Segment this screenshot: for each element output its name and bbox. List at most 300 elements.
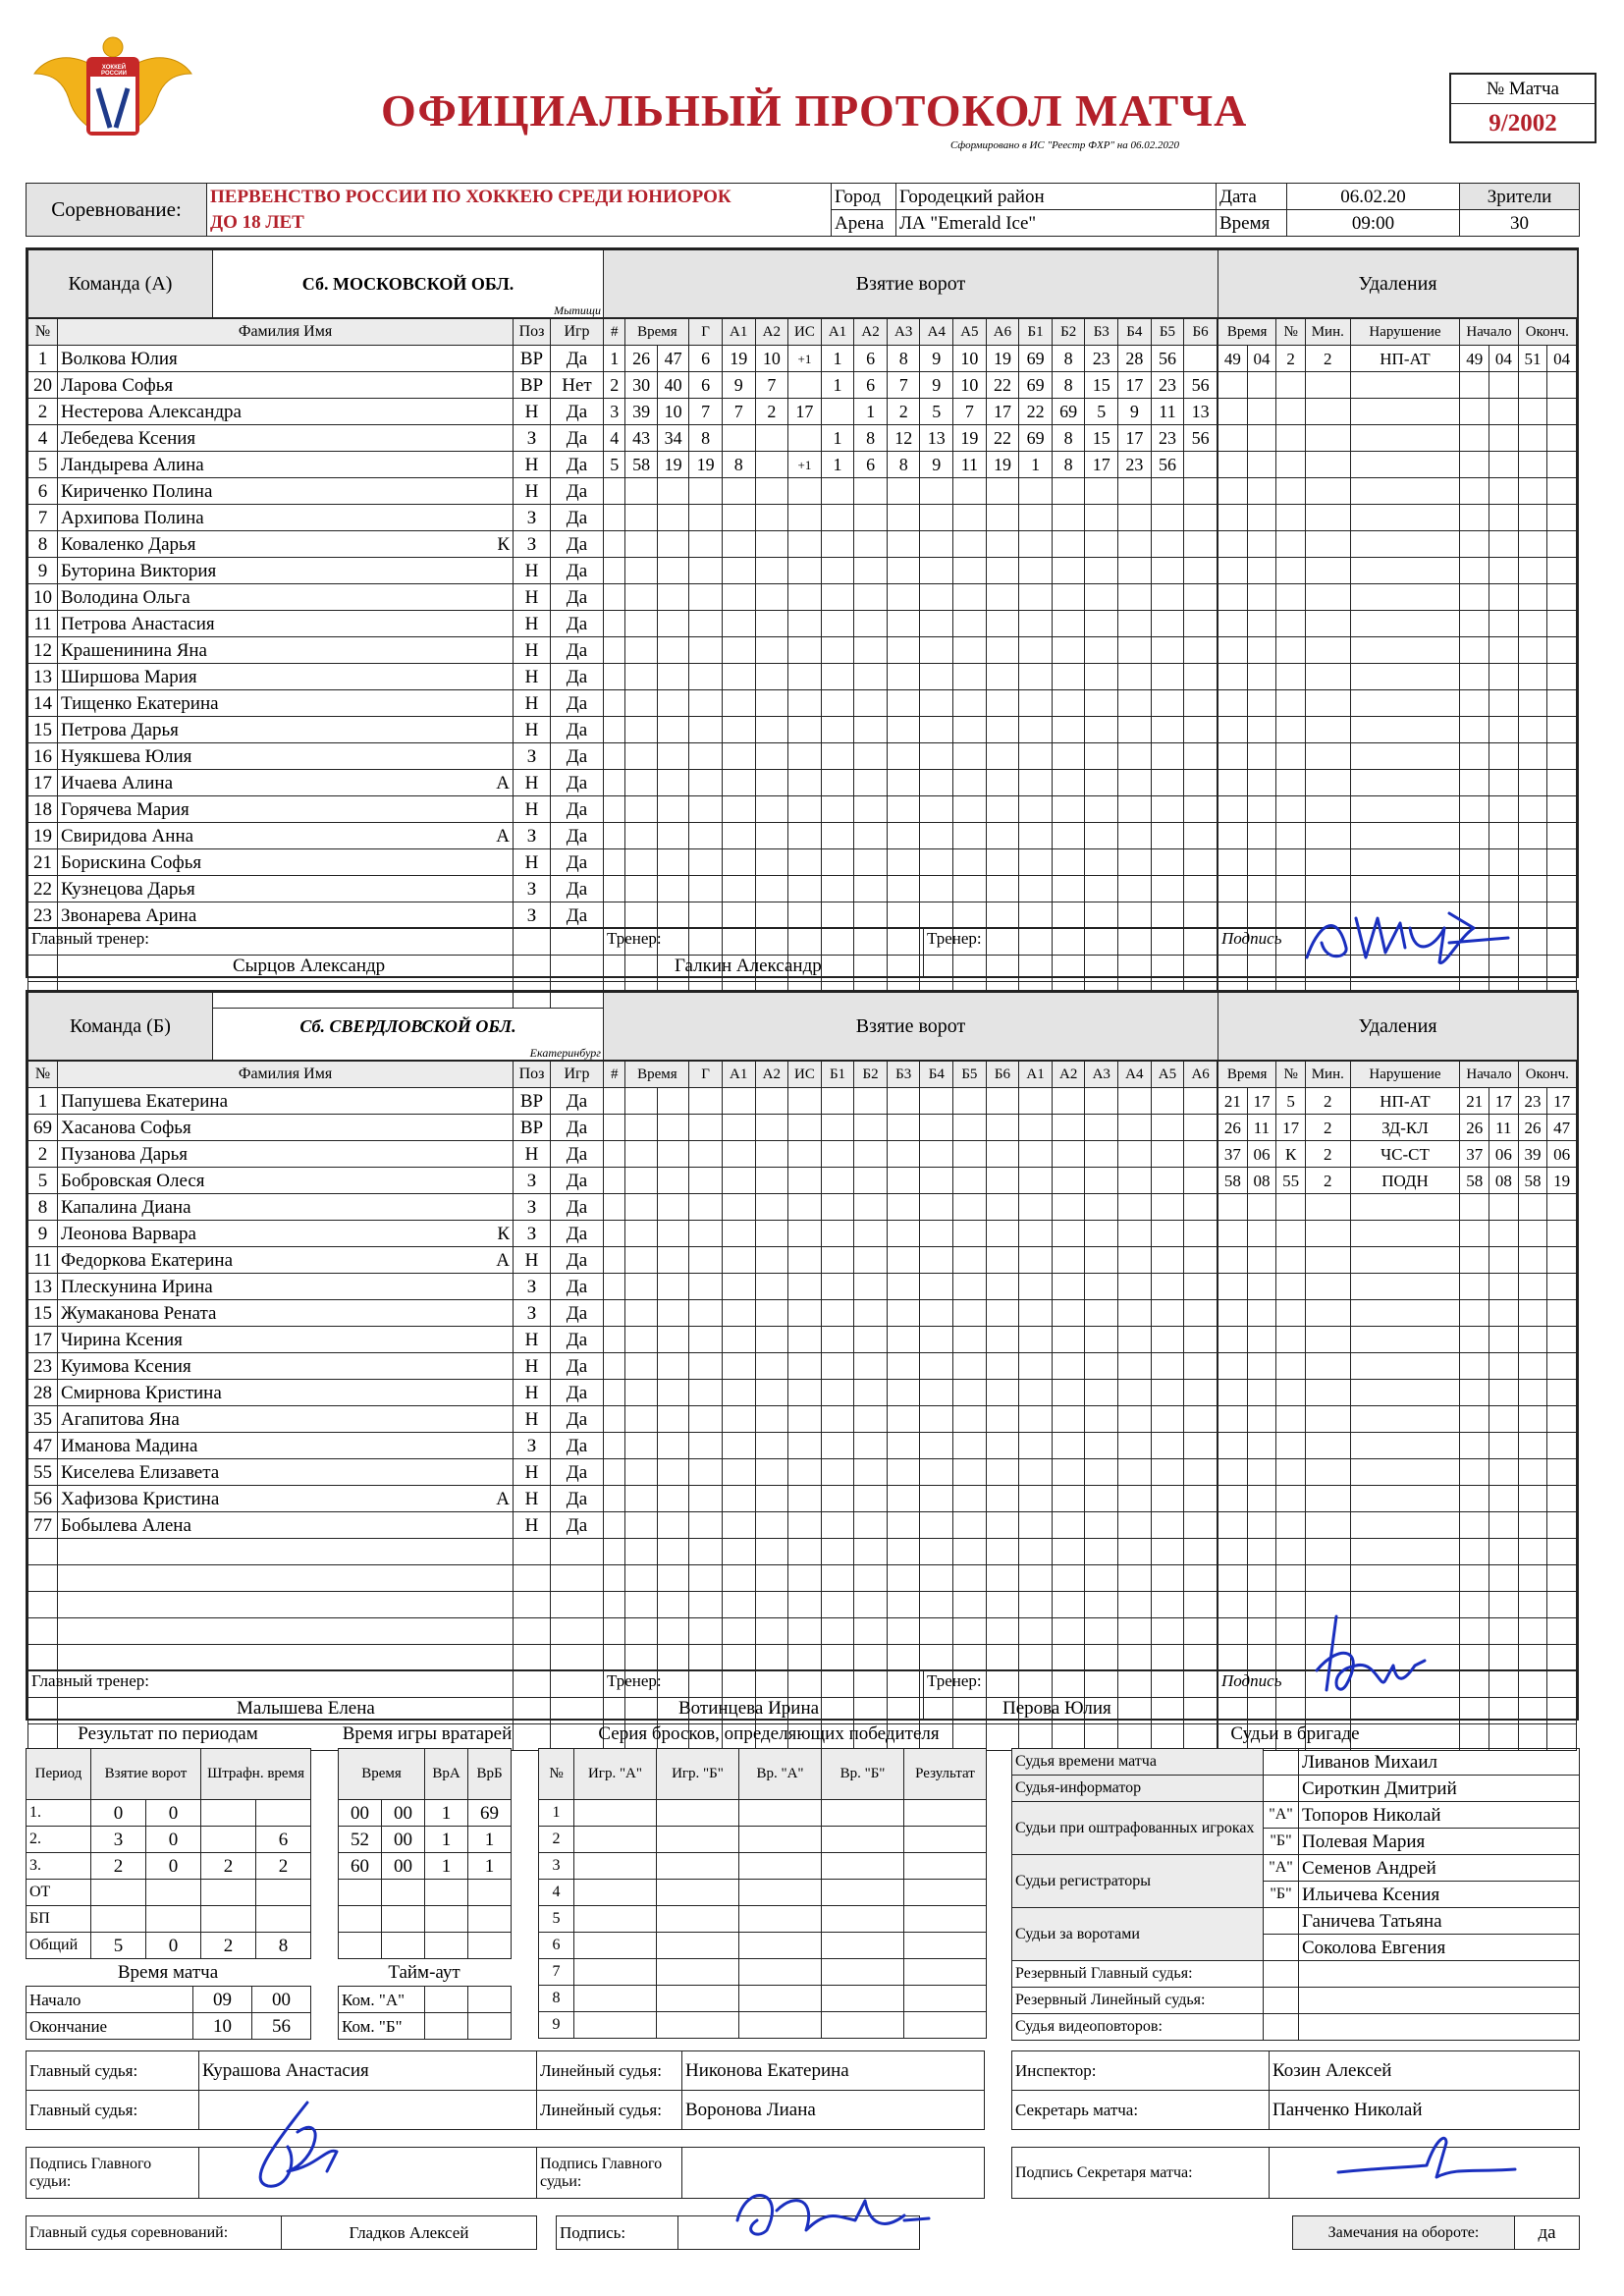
- periods-table: [26, 1748, 311, 1959]
- team-a-goal-cell: [722, 770, 755, 796]
- team-a-penalty-cell: [1350, 823, 1460, 849]
- team-b-goal-cell: [625, 1406, 657, 1433]
- team-a-penalty-cell: [1276, 584, 1306, 611]
- team-a-penalty-cell: [1489, 849, 1519, 876]
- team-b-goal-cell: [788, 1565, 822, 1592]
- team-b-goal-cell: [1052, 1486, 1085, 1512]
- team-a-sign-label: Подпись: [1221, 929, 1282, 948]
- team-b-penalty-cell: [1247, 1645, 1276, 1671]
- team-b-player-played: [551, 1565, 604, 1592]
- team-b-goal-cell: [604, 1300, 625, 1327]
- team-a-penalty-cell: [1247, 452, 1276, 478]
- team-b-goal-cell: [625, 1168, 657, 1194]
- team-a-penalty-cell: [1518, 690, 1547, 717]
- brigade-role: Резервный Главный судья:: [1012, 1961, 1264, 1988]
- team-a-goal-cell: 7: [887, 372, 920, 399]
- team-a-player-cap: А: [486, 770, 514, 796]
- team-a-player-row: [28, 690, 604, 717]
- period-cell: 0: [146, 1800, 201, 1827]
- team-b-penalty-cell: [1460, 1486, 1489, 1512]
- team-a-penalty-cell: [1350, 849, 1460, 876]
- team-b-penalty-cell: [1518, 1406, 1547, 1433]
- team-a-goal-cell: [821, 796, 854, 823]
- team-b-player-played: [551, 1618, 604, 1645]
- team-b-goal-cell: [722, 1088, 755, 1115]
- team-b-goal-cell: [722, 1433, 755, 1459]
- team-b-goal-cell: [755, 1300, 788, 1327]
- gk-cell: 1: [468, 1853, 512, 1880]
- team-b-penalty-cell: [1547, 1194, 1577, 1221]
- team-b-player-cap: А: [486, 1486, 514, 1512]
- team-a-goal-cell: [755, 902, 788, 929]
- team-a-goal-cell: [689, 876, 723, 902]
- brigade-title: Судьи в бригаде: [1230, 1723, 1360, 1744]
- team-b-goal-cell: [689, 1327, 723, 1353]
- team-a-goal-cell: [1052, 531, 1085, 558]
- team-b-goal-cell: [657, 1194, 688, 1221]
- brigade-table: [1011, 1748, 1580, 2041]
- team-a-goal-row: [604, 531, 1218, 558]
- team-a-goal-cell: 1: [854, 399, 888, 425]
- team-b-penalty-cell: [1350, 1353, 1460, 1380]
- team-b-goal-header: #: [604, 1062, 625, 1088]
- team-b-goal-cell: [1085, 1194, 1118, 1221]
- team-a-goal-cell: 11: [1151, 399, 1184, 425]
- team-a-player-pos: Н: [514, 478, 551, 505]
- team-a-goal-cell: [689, 505, 723, 531]
- team-a-penalty-row: [1218, 849, 1577, 876]
- team-a-goal-cell: [953, 902, 987, 929]
- team-b-penalty-row: [1218, 1247, 1577, 1274]
- team-a-penalty-cell: [1489, 399, 1519, 425]
- team-a-goal-cell: [986, 637, 1019, 664]
- team-a-penalty-cell: [1518, 452, 1547, 478]
- team-a-goal-header: А6: [986, 319, 1019, 346]
- team-b-penalty-cell: [1489, 1194, 1519, 1221]
- team-a-goal-cell: [689, 796, 723, 823]
- team-b-penalty-cell: 26: [1460, 1115, 1489, 1141]
- sign-secretary-label: Подпись Секретаря матча:: [1012, 2148, 1270, 2199]
- gk-cell: 1: [425, 1853, 468, 1880]
- team-a-goal-cell: [788, 717, 822, 743]
- team-b-goal-cell: [821, 1406, 854, 1433]
- team-b-player-cap: [486, 1353, 514, 1380]
- team-a-goal-cell: [887, 876, 920, 902]
- team-b-goal-cell: [953, 1618, 987, 1645]
- arena: ЛА "Emerald Ice": [896, 210, 1217, 237]
- brigade-name: [1299, 1988, 1580, 2014]
- team-b-goal-cell: [887, 1088, 920, 1115]
- team-b-penalty-cell: 08: [1489, 1168, 1519, 1194]
- team-b-goal-row: [604, 1300, 1218, 1327]
- team-a-goal-row: [604, 637, 1218, 664]
- end-minutes: 56: [252, 2013, 311, 2040]
- team-b-penalty-cell: [1350, 1380, 1460, 1406]
- periods-title: Результат по периодам: [78, 1723, 258, 1744]
- line-ref-label-1: Линейный судья:: [537, 2051, 682, 2091]
- team-a-penalty-cell: [1276, 425, 1306, 452]
- team-b-player-row: [28, 1380, 604, 1406]
- team-b-goal-cell: [755, 1459, 788, 1486]
- team-a-player-num: 11: [28, 611, 58, 637]
- team-a-goal-cell: 10: [953, 372, 987, 399]
- team-b-goal-cell: [1151, 1274, 1184, 1300]
- periods-header: Период: [27, 1749, 91, 1800]
- team-a-goal-cell: [953, 876, 987, 902]
- team-a-goal-header: #: [604, 319, 625, 346]
- brigade-name: [1299, 2014, 1580, 2041]
- team-b-player-pos: [514, 1539, 551, 1565]
- team-a-player-row: [28, 478, 604, 505]
- team-a-goal-cell: [1052, 558, 1085, 584]
- team-b-player-num: 8: [28, 1194, 58, 1221]
- period-cell: 2: [256, 1853, 311, 1880]
- team-b-penalty-cell: [1247, 1512, 1276, 1539]
- team-a-goal-cell: [1151, 505, 1184, 531]
- team-a-goal-cell: 11: [953, 452, 987, 478]
- team-b-coach-cell: [604, 1670, 924, 1721]
- team-b-penalty-cell: [1547, 1486, 1577, 1512]
- team-a-goal-cell: [1019, 849, 1053, 876]
- team-b-penalty-cell: [1460, 1380, 1489, 1406]
- team-b-goal-cell: [854, 1380, 888, 1406]
- team-a-penalty-cell: [1247, 478, 1276, 505]
- team-b-goal-cell: [1052, 1300, 1085, 1327]
- team-b-goal-cell: [657, 1565, 688, 1592]
- team-a-goal-cell: [953, 717, 987, 743]
- team-b-penalty-cell: [1247, 1327, 1276, 1353]
- brigade-name: Ганичева Татьяна: [1299, 1908, 1580, 1935]
- team-b-goal-cell: [986, 1353, 1019, 1380]
- team-a-goal-cell: [1184, 690, 1218, 717]
- team-b-goal-cell: [604, 1088, 625, 1115]
- team-b-goal-cell: [854, 1618, 888, 1645]
- team-a-goal-cell: [953, 743, 987, 770]
- shootout-row: [539, 1906, 987, 1933]
- team-b-penalty-cell: [1489, 1353, 1519, 1380]
- team-a-goal-cell: [625, 796, 657, 823]
- team-a-goal-header: А1: [722, 319, 755, 346]
- team-a-head-coach-label: Главный тренер:: [31, 929, 150, 948]
- team-a-goal-cell: 2: [887, 399, 920, 425]
- team-b-goal-cell: [887, 1141, 920, 1168]
- team-b-goal-cell: [887, 1618, 920, 1645]
- team-b-goal-row: [604, 1406, 1218, 1433]
- team-b-goal-cell: [625, 1221, 657, 1247]
- team-a-goal-cell: [689, 770, 723, 796]
- team-a-penalty-cell: [1247, 717, 1276, 743]
- team-b-penalty-cell: [1547, 1512, 1577, 1539]
- team-b-goal-cell: [821, 1592, 854, 1618]
- team-a-goal-cell: [1118, 637, 1152, 664]
- team-b-goal-cell: [953, 1168, 987, 1194]
- shootout-cell: [739, 1906, 822, 1933]
- shootout-cell: [574, 1800, 657, 1827]
- team-b-goal-cell: [953, 1300, 987, 1327]
- team-b-header: [27, 992, 1578, 1061]
- team-a-goal-cell: [953, 690, 987, 717]
- team-a-penalty-cell: [1518, 478, 1547, 505]
- secretary: Панченко Николай: [1270, 2091, 1580, 2130]
- team-b-penalty-cell: [1518, 1327, 1547, 1353]
- team-b-penalty-cell: [1276, 1406, 1306, 1433]
- team-b-penalty-cell: [1218, 1327, 1248, 1353]
- brigade-name: Ливанов Михаил: [1299, 1749, 1580, 1776]
- team-a-goal-cell: [1019, 584, 1053, 611]
- team-b-goal-cell: [657, 1221, 688, 1247]
- team-a-penalty-cell: [1247, 849, 1276, 876]
- team-b-player-row: [28, 1406, 604, 1433]
- team-a-goal-cell: [986, 505, 1019, 531]
- line-ref-2: Воронова Лиана: [682, 2091, 985, 2130]
- period-cell: [91, 1880, 146, 1906]
- team-b-penalty-cell: 47: [1547, 1115, 1577, 1141]
- team-b-penalty-row: [1218, 1300, 1577, 1327]
- gk-cell: [339, 1880, 382, 1906]
- team-a-goal-cell: [755, 876, 788, 902]
- team-a-goal-cell: [953, 664, 987, 690]
- team-b-penalty-cell: 06: [1489, 1141, 1519, 1168]
- team-b-goal-cell: [722, 1168, 755, 1194]
- team-a-player-num: 7: [28, 505, 58, 531]
- team-a-player-played: Да: [551, 637, 604, 664]
- team-a-goal-cell: [1085, 505, 1118, 531]
- team-a-player-name: Володина Ольга: [58, 584, 486, 611]
- team-a-goal-cell: [1151, 637, 1184, 664]
- team-b-player-row: [28, 1115, 604, 1141]
- team-b-goal-cell: [1118, 1115, 1152, 1141]
- team-a-penalty-cell: [1305, 823, 1350, 849]
- team-a-player-name: Кириченко Полина: [58, 478, 486, 505]
- team-b-player-cap: [486, 1274, 514, 1300]
- team-a-goal-cell: [986, 743, 1019, 770]
- team-a-goal-cell: [854, 637, 888, 664]
- team-b-goal-header: Б6: [986, 1062, 1019, 1088]
- team-a-goal-cell: 1: [821, 452, 854, 478]
- team-b-penalty-cell: [1489, 1565, 1519, 1592]
- team-a-penalty-cell: [1305, 849, 1350, 876]
- team-a-penalty-cell: [1276, 611, 1306, 637]
- team-a-penalty-cell: [1547, 531, 1577, 558]
- team-b-goal-header: Время: [625, 1062, 689, 1088]
- team-a-player-cap: [486, 399, 514, 425]
- team-a-goal-cell: [625, 558, 657, 584]
- team-a-coach-cell: [604, 928, 924, 978]
- team-a-goal-cell: [986, 664, 1019, 690]
- team-b-goal-cell: [821, 1115, 854, 1141]
- brigade-side: [1264, 2014, 1299, 2041]
- team-a-penalty-cell: [1460, 796, 1489, 823]
- team-a-goal-cell: [1019, 664, 1053, 690]
- team-b-goal-row: [604, 1433, 1218, 1459]
- team-a-penalty-cell: [1247, 770, 1276, 796]
- team-b-city: Екатеринбург: [529, 1046, 601, 1060]
- team-b-goal-cell: [821, 1486, 854, 1512]
- shootout-cell: [574, 1853, 657, 1880]
- team-a-player-num: 6: [28, 478, 58, 505]
- brigade-side: [1264, 1961, 1299, 1988]
- team-a-goal-cell: [953, 558, 987, 584]
- team-b-goal-cell: [953, 1353, 987, 1380]
- team-a-goal-cell: +1: [788, 452, 822, 478]
- team-a-goal-cell: 19: [953, 425, 987, 452]
- shootout-cell: [904, 1827, 987, 1853]
- team-b-goal-cell: [788, 1300, 822, 1327]
- team-a-goal-cell: [722, 823, 755, 849]
- team-a-goal-cell: [1019, 637, 1053, 664]
- team-a-goal-cell: 9: [920, 372, 953, 399]
- team-b-goal-cell: [604, 1353, 625, 1380]
- team-b-goal-cell: [920, 1433, 953, 1459]
- period-cell: [256, 1880, 311, 1906]
- team-b-goal-cell: [887, 1327, 920, 1353]
- team-a-player-name: Лебедева Ксения: [58, 425, 486, 452]
- team-b-goal-cell: [625, 1539, 657, 1565]
- team-a-pen-header: Начало: [1460, 319, 1518, 346]
- team-a-goal-cell: 56: [1151, 452, 1184, 478]
- team-a-goal-row: [604, 690, 1218, 717]
- team-a-goal-cell: [1019, 876, 1053, 902]
- team-b-goal-cell: [1184, 1221, 1218, 1247]
- team-b-penalty-cell: 06: [1547, 1141, 1577, 1168]
- team-b-penalty-cell: [1489, 1274, 1519, 1300]
- team-b-penalty-cell: [1305, 1406, 1350, 1433]
- team-b-penalty-cell: [1547, 1300, 1577, 1327]
- team-b-goal-cell: [887, 1221, 920, 1247]
- team-b-player-row: [28, 1300, 604, 1327]
- shootout-cell: 2: [539, 1827, 574, 1853]
- team-a-goal-cell: [854, 478, 888, 505]
- team-a-player-num: 2: [28, 399, 58, 425]
- sign-label: Подпись:: [557, 2216, 678, 2250]
- team-a-goal-cell: [625, 876, 657, 902]
- team-b-goal-cell: [788, 1353, 822, 1380]
- team-b-penalty-cell: [1276, 1221, 1306, 1247]
- team-b-goal-cell: [821, 1141, 854, 1168]
- team-a-goal-cell: 30: [625, 372, 657, 399]
- team-b-goal-cell: [854, 1645, 888, 1671]
- team-a-penalty-row: [1218, 346, 1577, 372]
- team-a-goal-cell: [953, 478, 987, 505]
- team-a-goal-cell: [887, 584, 920, 611]
- team-b-penalty-cell: [1218, 1406, 1248, 1433]
- team-a-goal-cell: 9: [920, 346, 953, 372]
- team-a-penalty-cell: [1489, 372, 1519, 399]
- team-a-penalty-cell: [1518, 876, 1547, 902]
- team-b-goal-cell: [1151, 1380, 1184, 1406]
- fhr-logo: [29, 29, 196, 167]
- period-cell: 0: [146, 1827, 201, 1853]
- team-b-penalty-cell: 11: [1247, 1115, 1276, 1141]
- team-a-goal-cell: [1151, 558, 1184, 584]
- team-a-penalty-cell: [1518, 425, 1547, 452]
- team-a-goal-cell: [755, 452, 788, 478]
- team-b-penalty-cell: [1350, 1433, 1460, 1459]
- team-b-penalty-cell: [1305, 1221, 1350, 1247]
- team-a-goal-cell: [1184, 531, 1218, 558]
- team-b-goal-cell: [755, 1327, 788, 1353]
- team-a-penalty-cell: [1305, 531, 1350, 558]
- team-b-goal-cell: [953, 1274, 987, 1300]
- team-b-goal-cell: [1151, 1353, 1184, 1380]
- team-a-player-cap: [486, 717, 514, 743]
- team-b-goal-cell: [1151, 1327, 1184, 1353]
- team-b-player-played: Да: [551, 1300, 604, 1327]
- team-b-goal-cell: [821, 1194, 854, 1221]
- team-a-penalty-cell: [1460, 372, 1489, 399]
- team-b-player-played: [551, 1645, 604, 1671]
- team-b-penalty-cell: [1460, 1353, 1489, 1380]
- team-b-goal-cell: [953, 1565, 987, 1592]
- team-a-goal-cell: 69: [1019, 346, 1053, 372]
- team-b-penalty-row: [1218, 1221, 1577, 1247]
- team-b-goal-cell: [755, 1115, 788, 1141]
- team-b-penalty-cell: 55: [1276, 1168, 1306, 1194]
- shootout-header: Вр. "Б": [822, 1749, 904, 1800]
- team-a-penalty-cell: [1350, 452, 1460, 478]
- team-b-player-pos: З: [514, 1300, 551, 1327]
- team-b-goal-cell: [604, 1115, 625, 1141]
- team-a-goal-cell: [689, 611, 723, 637]
- team-a-goal-cell: [755, 584, 788, 611]
- team-a-goal-cell: [953, 823, 987, 849]
- shootout-cell: [904, 1986, 987, 2012]
- team-a-player-played: Да: [551, 399, 604, 425]
- team-a-penalty-cell: [1547, 770, 1577, 796]
- team-a-penalty-cell: [1489, 505, 1519, 531]
- team-a-player-num: 21: [28, 849, 58, 876]
- team-a-coaches: [27, 927, 1578, 978]
- gk-cell: [425, 1906, 468, 1933]
- team-b-penalty-cell: [1489, 1327, 1519, 1353]
- team-b-roster-header-pos: Поз: [514, 1062, 551, 1088]
- city-label: Город: [832, 184, 896, 210]
- team-a-goal-cell: [1118, 558, 1152, 584]
- shootout-cell: [739, 1853, 822, 1880]
- team-b-penalty-cell: [1218, 1592, 1248, 1618]
- team-b-player-played: Да: [551, 1406, 604, 1433]
- team-a-player-cap: [486, 664, 514, 690]
- team-a-penalty-row: [1218, 558, 1577, 584]
- team-b-goal-cell: [788, 1221, 822, 1247]
- team-b-goal-cell: [657, 1380, 688, 1406]
- team-a-player-cap: [486, 611, 514, 637]
- team-a-goal-cell: 47: [657, 346, 688, 372]
- gk-cell: [382, 1880, 425, 1906]
- team-a-penalty-row: [1218, 717, 1577, 743]
- team-a-player-cap: [486, 346, 514, 372]
- team-a-goal-cell: [689, 478, 723, 505]
- team-a-goal-cell: [604, 611, 625, 637]
- team-b-goal-cell: [821, 1088, 854, 1115]
- team-a-goal-cell: [788, 902, 822, 929]
- team-a-goal-cell: [722, 584, 755, 611]
- period-cell: 8: [256, 1933, 311, 1959]
- team-a-penalty-cell: [1305, 399, 1350, 425]
- team-b-penalty-cell: 06: [1247, 1141, 1276, 1168]
- team-b-goal-cell: [1151, 1406, 1184, 1433]
- shootout-title: Серия бросков, определяющих победителя: [598, 1723, 940, 1744]
- team-b-player-cap: [486, 1565, 514, 1592]
- team-b-goal-cell: [1085, 1141, 1118, 1168]
- team-a-goal-header: А2: [755, 319, 788, 346]
- team-a-goal-cell: [604, 505, 625, 531]
- team-a-goal-cell: [1085, 531, 1118, 558]
- team-b-penalty-cell: 58: [1518, 1168, 1547, 1194]
- team-b-goal-cell: [722, 1406, 755, 1433]
- team-a-penalty-cell: [1218, 796, 1248, 823]
- chief-table: [26, 2215, 1580, 2250]
